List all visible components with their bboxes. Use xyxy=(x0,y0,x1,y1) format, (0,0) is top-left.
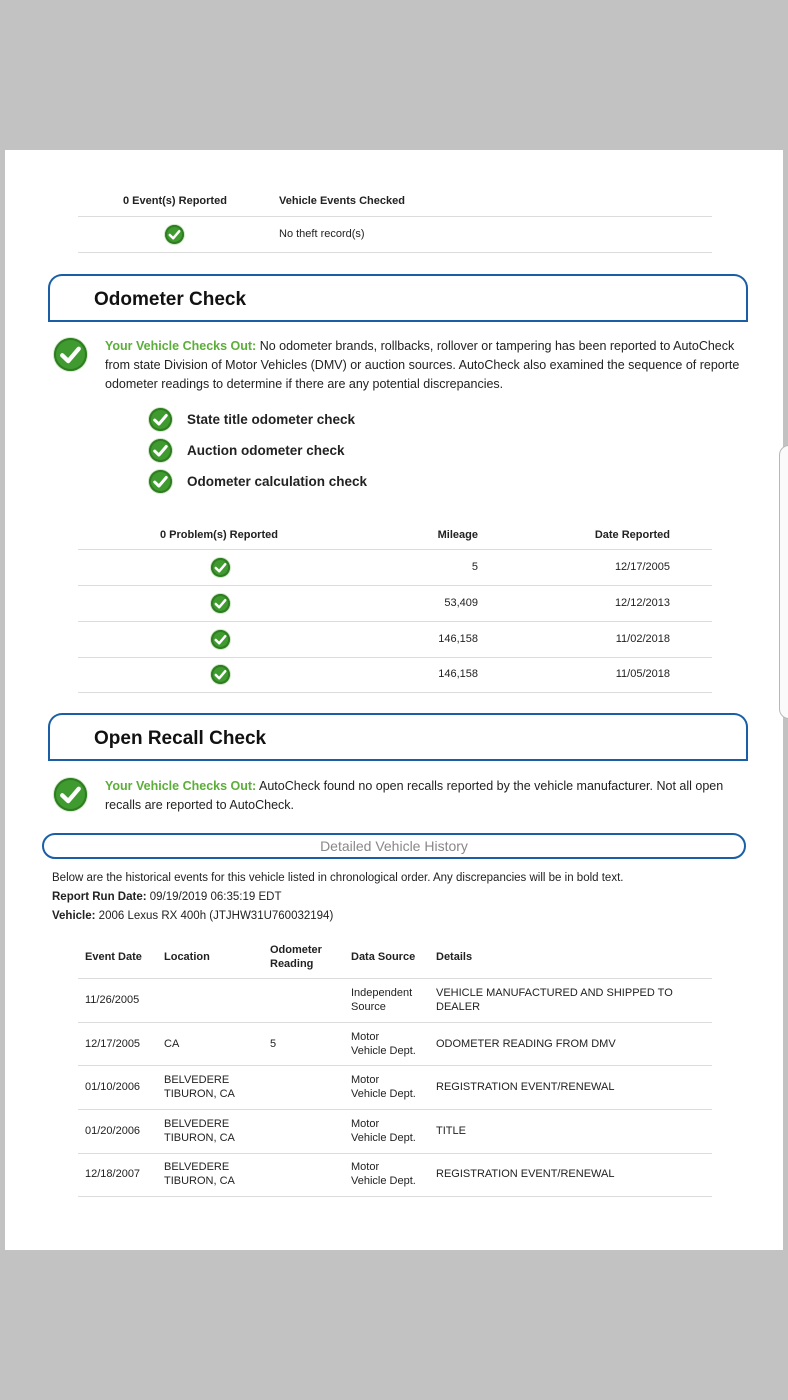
check-circle-icon xyxy=(211,594,230,613)
row-date: 12/17/2005 xyxy=(85,1038,141,1050)
vehicle-value: 2006 Lexus RX 400h (JTJHW31U760032194) xyxy=(98,910,334,922)
history-intro: Below are the historical events for this vehicle listed in chronological order. Any discrepancies will be in bold text. xyxy=(52,872,624,884)
row-source: Motor Vehicle Dept. xyxy=(351,1074,416,1100)
row-details: VEHICLE MANUFACTURED AND SHIPPED TO DEALER xyxy=(436,987,673,1013)
check-circle-icon xyxy=(211,630,230,649)
odometer-row-mileage: 146,158 xyxy=(438,668,478,680)
check-item-state-title: State title odometer check xyxy=(187,412,356,427)
checks-out-label: Your Vehicle Checks Out: xyxy=(105,779,257,793)
col-odometer-line1: Odometer xyxy=(270,944,322,956)
theft-header-count: 0 Event(s) Reported xyxy=(123,195,227,207)
odometer-row-mileage: 53,409 xyxy=(444,597,478,609)
section-underline xyxy=(48,320,748,322)
col-odometer-line2: Reading xyxy=(270,957,314,970)
row-odometer: 5 xyxy=(270,1038,277,1050)
theft-row-text: No theft record(s) xyxy=(279,228,365,240)
recall-summary xyxy=(105,777,765,815)
row-date: 01/10/2006 xyxy=(85,1081,141,1093)
row-location: CA xyxy=(164,1038,180,1050)
odometer-row-mileage: 5 xyxy=(471,561,478,573)
row-location: BELVEDERE TIBURON, CA xyxy=(164,1161,235,1187)
row-date: 12/18/2007 xyxy=(85,1168,141,1180)
divider xyxy=(78,1065,712,1066)
divider xyxy=(78,216,712,217)
row-location: BELVEDERE TIBURON, CA xyxy=(164,1074,235,1100)
divider xyxy=(78,1109,712,1110)
odometer-summary-line3: odometer readings to determine if there are any potential discrepancies. xyxy=(105,377,504,391)
check-circle-icon xyxy=(54,778,87,811)
col-location: Location xyxy=(164,951,210,963)
divider xyxy=(78,1196,712,1197)
odometer-header-problems: 0 Problem(s) Reported xyxy=(160,529,278,541)
check-circle-icon xyxy=(211,558,230,577)
check-circle-icon xyxy=(149,439,172,462)
divider xyxy=(78,549,712,550)
odometer-row-mileage: 146,158 xyxy=(438,633,478,645)
divider xyxy=(78,621,712,622)
recall-section-title: Open Recall Check xyxy=(94,728,267,749)
recall-summary-line2: recalls are reported to AutoCheck. xyxy=(105,798,294,812)
vehicle-label: Vehicle: xyxy=(52,910,96,922)
col-event-date: Event Date xyxy=(85,951,142,963)
history-section-header: Detailed Vehicle History xyxy=(42,833,746,859)
odometer-header-mileage: Mileage xyxy=(437,529,478,541)
check-circle-icon xyxy=(149,408,172,431)
edge-panel-handle[interactable] xyxy=(779,445,788,719)
odometer-row-date: 12/12/2013 xyxy=(614,597,670,609)
odometer-header-date: Date Reported xyxy=(594,529,670,541)
row-details: REGISTRATION EVENT/RENEWAL xyxy=(436,1081,615,1093)
vehicle-info xyxy=(52,910,333,922)
row-date: 01/20/2006 xyxy=(85,1125,141,1137)
row-details: TITLE xyxy=(436,1125,466,1137)
recall-summary-line1: AutoCheck found no open recalls reported by the vehicle manufacturer. Not all open xyxy=(259,779,724,793)
divider xyxy=(78,1153,712,1154)
section-underline xyxy=(48,759,748,761)
check-item-auction: Auction odometer check xyxy=(187,443,345,458)
run-date-label: Report Run Date: xyxy=(52,891,147,903)
divider xyxy=(78,1022,712,1023)
check-item-calculation: Odometer calculation check xyxy=(187,474,368,489)
run-date-value: 09/19/2019 06:35:19 EDT xyxy=(149,891,282,903)
row-source: Motor Vehicle Dept. xyxy=(351,1031,416,1057)
check-circle-icon xyxy=(211,665,230,684)
odometer-row-date: 12/17/2005 xyxy=(614,561,670,573)
row-source: Motor Vehicle Dept. xyxy=(351,1118,416,1144)
row-source: Motor Vehicle Dept. xyxy=(351,1161,416,1187)
odometer-summary xyxy=(105,337,765,394)
col-details: Details xyxy=(436,951,473,963)
divider xyxy=(78,657,712,658)
row-source: Independent Source xyxy=(351,987,413,1013)
theft-header-checked: Vehicle Events Checked xyxy=(279,195,405,207)
row-details: REGISTRATION EVENT/RENEWAL xyxy=(436,1168,615,1180)
divider xyxy=(78,252,712,253)
report-page xyxy=(5,150,783,1250)
divider xyxy=(78,585,712,586)
odometer-summary-line2: from state Division of Motor Vehicles (DMV) or auction sources. AutoCheck also examined the sequence of reporte xyxy=(105,358,740,372)
divider xyxy=(78,978,712,979)
check-circle-icon xyxy=(149,470,172,493)
odometer-row-date: 11/02/2018 xyxy=(615,633,670,645)
row-date: 11/26/2005 xyxy=(85,994,140,1006)
row-location: BELVEDERE TIBURON, CA xyxy=(164,1118,235,1144)
check-circle-icon xyxy=(54,338,87,371)
odometer-section-title: Odometer Check xyxy=(94,289,247,310)
row-details: ODOMETER READING FROM DMV xyxy=(436,1038,616,1050)
checks-out-label: Your Vehicle Checks Out: xyxy=(105,339,257,353)
check-circle-icon xyxy=(165,225,184,244)
odometer-row-date: 11/05/2018 xyxy=(615,668,670,680)
col-odometer-reading xyxy=(270,944,322,971)
odometer-summary-line1: No odometer brands, rollbacks, rollover or tampering has been reported to AutoCheck xyxy=(259,339,735,353)
col-data-source: Data Source xyxy=(351,951,416,963)
report-run-date xyxy=(52,891,281,903)
divider xyxy=(78,692,712,693)
